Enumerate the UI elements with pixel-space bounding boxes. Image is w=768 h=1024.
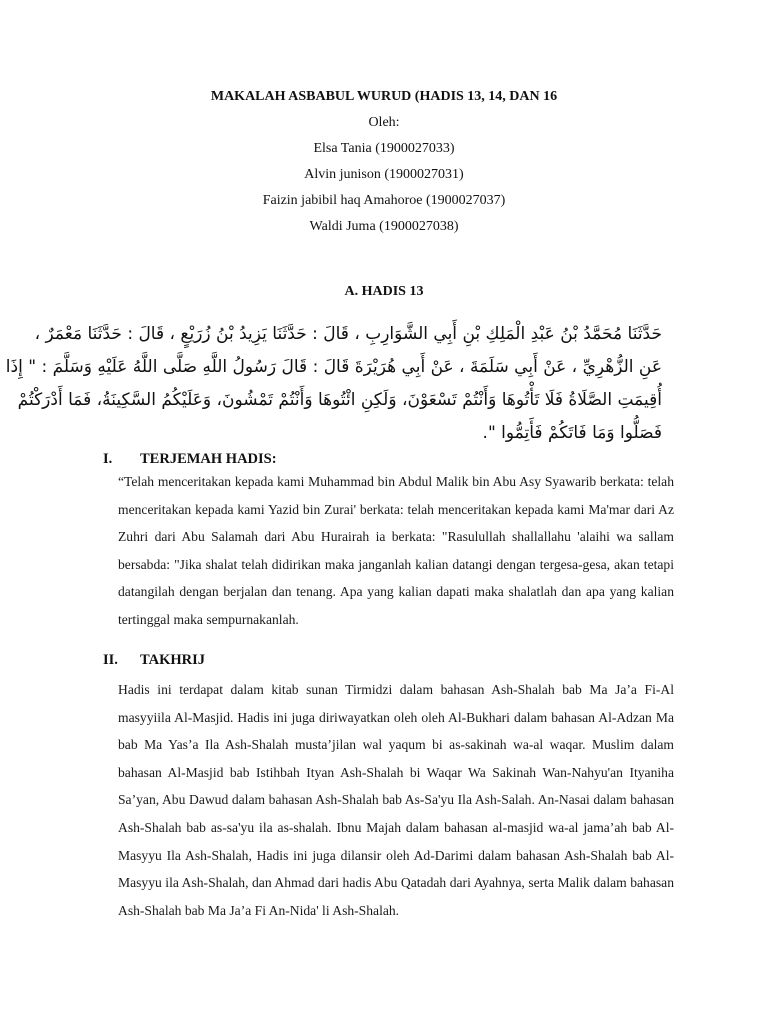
arabic-line: حَدَّثَنَا مُحَمَّدُ بْنُ عَبْدِ الْمَلِكِ بْنِ أَبِي الشَّوَارِبِ ، قَالَ : حَدَّثَنَا يَزِيدُ بْنُ زُرَيْعٍ ، قَالَ : حَدَّثَنَا مَعْمَرٌ ، xyxy=(34,324,662,344)
author-line: Waldi Juma (1900027038) xyxy=(309,219,459,234)
section-number: II. xyxy=(103,652,118,668)
takhrij-paragraph: Hadis ini terdapat dalam kitab sunan Tirmidzi dalam bahasan Ash-Shalah bab Ma Ja’a Fi-Al masyyiila Al-Masjid. Hadis ini juga diriwayatkan oleh oleh Al-Bukhari dalam bahasan Al-Adzan Ma bab Ma Yas’a Ila Ash-Shalah musta’jilan wal yaqum bi as-sakinah wa-al waqar. Muslim dalam bahasan Al-Masjid bab Istihbah Ityan Ash-Shalah bi Waqar Wa Sakinah Wan-Nahyu'an Ityaniha Sa’yan, Abu Dawud dalam bahasan Ash-Shalah bab As-Sa'yu Ila Ash-Salah. An-Nasai dalam bahasan Ash-Shalah bab as-sa'yu ila as-shalah. Ibnu Majah dalam bahasan al-masjid wa-al jama’ah bab Al-Masyyu Ila Ash-Shalah, Hadis ini juga dilansir oleh Ad-Darimi dalam bahasan Ash-Shalah bab Al-Masyyu ila Ash-Shalah, dan Ahmad dari hadis Abu Qatadah dari Ayahnya, serta Malik dalam bahasan Ash-Shalah bab Ma Ja’a Fi An-Nida' li Ash-Shalah. xyxy=(118,682,674,918)
section-number: I. xyxy=(103,451,113,467)
author-line: Alvin junison (1900027031) xyxy=(304,167,464,182)
takhrij-heading xyxy=(103,651,403,669)
section-heading-text: TERJEMAH HADIS: xyxy=(140,451,277,467)
arabic-line: أُقِيمَتِ الصَّلَاةُ فَلَا تَأْتُوهَا وَأَنْتُمْ تَسْعَوْنَ، وَلَكِنِ ائْتُوهَا وَأَنْتُمْ تَمْشُونَ، وَعَلَيْكُمُ السَّكِينَةُ، فَمَا أَدْرَكْتُمْ xyxy=(17,390,662,410)
arabic-line: عَنِ الزُّهْرِيِّ ، عَنْ أَبِي سَلَمَةَ ، عَنْ أَبِي هُرَيْرَةَ قَالَ : قَالَ رَسُولُ اللَّهِ صَلَّى اللَّهُ عَلَيْهِ وَسَلَّمَ : " إِذَا xyxy=(5,357,662,377)
arabic-hadith-text xyxy=(5,318,662,450)
document-title: MAKALAH ASBABUL WURUD (HADIS 13, 14, DAN 16 xyxy=(210,89,558,104)
section-heading-text: TAKHRIJ xyxy=(140,652,205,668)
terjemah-paragraph: “Telah menceritakan kepada kami Muhammad bin Abdul Malik bin Abu Asy Syawarib berkata: telah menceritakan kepada kami Yazid bin Zurai' berkata: telah menceritakan kepada kami Ma'mar dari Az Zuhri dari Abu Salamah dari Abu Hurairah ia berkata: "Rasulullah shallallahu 'alaihi wa sallam bersabda: "Jika shalat telah didirikan maka janganlah kalian datangi dengan tergesa-gesa, akan tetapi datangilah dengan berjalan dan tenang. Apa yang kalian dapati maka shalatlah dan apa yang kalian tertinggal maka sempurnakanlah. xyxy=(118,474,674,627)
by-label: Oleh: xyxy=(368,115,400,130)
author-line: Elsa Tania (1900027033) xyxy=(313,141,455,156)
section-heading-hadis-13: A. HADIS 13 xyxy=(344,284,424,299)
author-line: Faizin jabibil haq Amahoroe (1900027037) xyxy=(262,193,506,208)
terjemah-heading xyxy=(103,450,403,468)
arabic-line: فَصَلُّوا وَمَا فَاتَكُمْ فَأَتِمُّوا ". xyxy=(482,423,662,443)
